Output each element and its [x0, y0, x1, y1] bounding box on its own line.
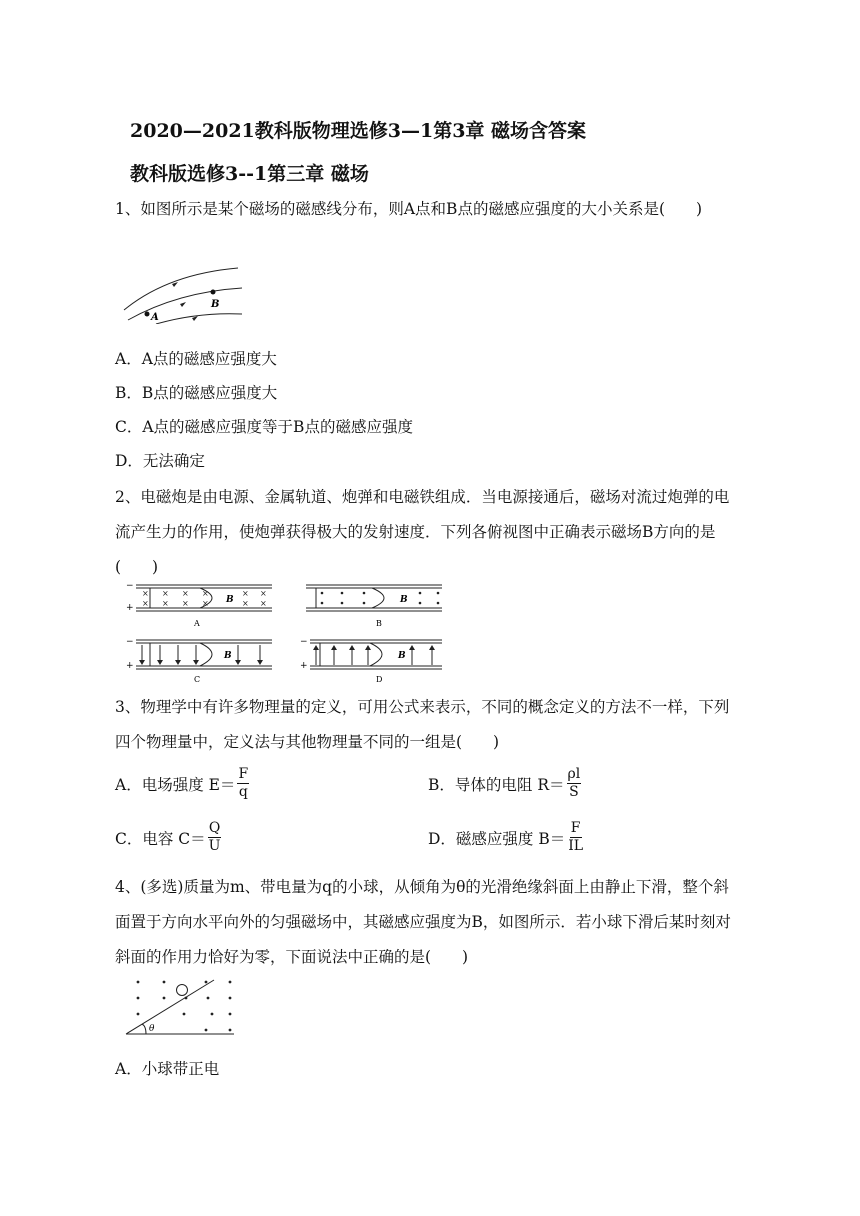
svg-text:×: × — [260, 589, 267, 598]
svg-text:×: × — [242, 589, 249, 598]
field-arrow — [180, 302, 186, 307]
svg-text:×: × — [162, 599, 169, 608]
field-arrow — [172, 282, 178, 287]
svg-text:×: × — [242, 599, 249, 608]
q4-option-a[interactable]: A．小球带正电 — [115, 1060, 220, 1078]
q3-option-b[interactable]: B．导体的电阻 R＝ $\frac{\rho l}{S}$ — [428, 766, 581, 800]
question-4-text: 4、(多选)质量为m、带电量为q的小球，从倾角为θ的光滑绝缘斜面上由静止下滑，整个斜面置于方向水平向外的匀强磁场中，其磁感应强度为B，如图所示．若小球下滑后某时刻对斜面的作用力恰好为零，下面说法中正确的是( ) — [115, 878, 731, 966]
q1-option-d[interactable]: D．无法确定 — [115, 452, 205, 470]
formula-fraction: $\frac{F}{IL}$ — [568, 820, 584, 854]
angle-label: θ — [149, 1024, 155, 1034]
svg-text:−: − — [126, 581, 134, 591]
q4-incline-figure — [122, 972, 238, 1042]
ball — [177, 985, 188, 996]
svg-text:×: × — [202, 589, 209, 598]
svg-text:−: − — [300, 637, 308, 647]
svg-text:B: B — [226, 595, 234, 605]
svg-text:×: × — [202, 599, 209, 608]
q2-panel-b — [306, 585, 442, 628]
q2-railgun-figure[interactable] — [120, 578, 450, 684]
q1-option-c[interactable]: C．A点的磁感应强度等于B点的磁感应强度 — [115, 418, 413, 436]
incline-slope — [126, 980, 214, 1034]
q1-option-a[interactable]: A．A点的磁感应强度大 — [115, 350, 277, 368]
svg-text:×: × — [182, 589, 189, 598]
question-1-text: 1、如图所示是某个磁场的磁感线分布，则A点和B点的磁感应强度的大小关系是( ) — [115, 200, 703, 218]
q2-panel-a — [126, 581, 272, 628]
q3-option-a[interactable]: A．电场强度 E＝ $\frac{F}{q}$ — [115, 766, 249, 800]
chapter-subtitle: 教科版选修3--1第三章 磁场 — [130, 163, 369, 185]
angle-arc — [142, 1024, 146, 1034]
q2-panel-label-c: C — [194, 675, 201, 684]
svg-text:×: × — [142, 599, 149, 608]
q2-panel-d — [300, 637, 442, 684]
formula-fraction: $\frac{F}{q}$ — [238, 766, 249, 800]
svg-text:×: × — [260, 599, 267, 608]
field-arrow — [192, 316, 198, 321]
formula-fraction: $\frac{\rho l}{S}$ — [567, 766, 581, 800]
q2-panel-label-b: B — [376, 619, 382, 628]
svg-text:+: + — [300, 661, 308, 671]
q2-panel-label-a: A — [194, 619, 200, 628]
q1-field-lines-figure — [118, 262, 248, 324]
svg-text:B: B — [400, 595, 408, 605]
svg-text:×: × — [162, 589, 169, 598]
point-b — [211, 290, 216, 295]
question-3-text: 3、物理学中有许多物理量的定义，可用公式来表示，不同的概念定义的方法不一样，下列四个物理量中，定义法与其他物理量不同的一组是( ) — [115, 698, 730, 751]
point-b-label: B — [211, 299, 220, 310]
q2-panel-label-d: D — [376, 675, 383, 684]
q1-option-b[interactable]: B．B点的磁感应强度大 — [115, 384, 278, 402]
svg-text:×: × — [182, 599, 189, 608]
field-line-bottom — [156, 314, 242, 324]
q3-option-d[interactable]: D．磁感应强度 B＝ $\frac{F}{IL}$ — [428, 820, 584, 854]
svg-text:−: − — [126, 637, 134, 647]
point-a-label: A — [151, 312, 159, 323]
svg-text:B: B — [398, 651, 406, 661]
svg-text:+: + — [126, 661, 134, 671]
formula-fraction: $\frac{Q}{U}$ — [208, 820, 221, 854]
svg-text:B: B — [224, 651, 232, 661]
document-title: 2020—2021教科版物理选修3—1第3章 磁场含答案 — [130, 120, 587, 142]
svg-text:+: + — [126, 603, 134, 613]
svg-text:×: × — [142, 589, 149, 598]
point-a — [145, 312, 150, 317]
question-2-text: 2、电磁炮是由电源、金属轨道、炮弹和电磁铁组成．当电源接通后，磁场对流过炮弹的电流产生力的作用，使炮弹获得极大的发射速度．下列各俯视图中正确表示磁场B方向的是( ) — [115, 488, 730, 576]
q3-option-c[interactable]: C．电容 C＝ $\frac{Q}{U}$ — [115, 820, 221, 854]
q2-panel-c — [126, 637, 272, 684]
